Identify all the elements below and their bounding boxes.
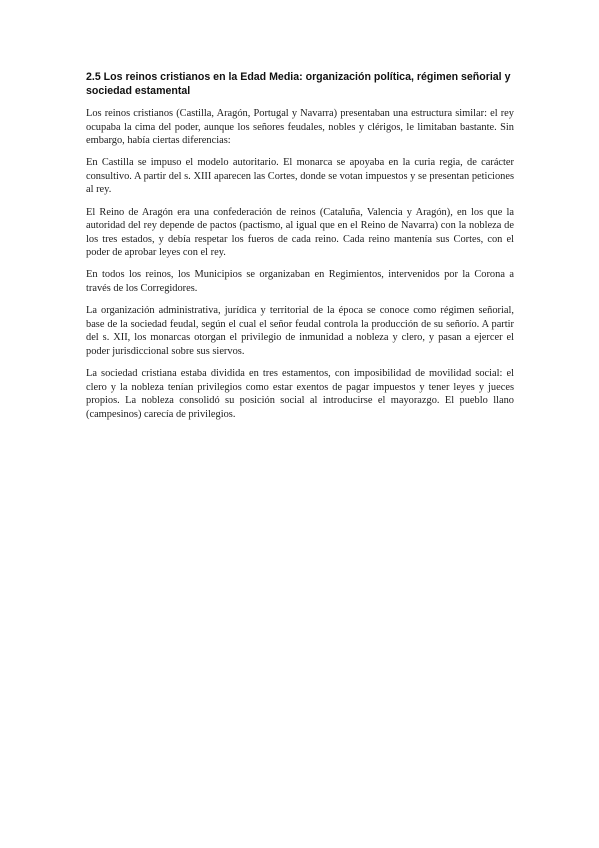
paragraph-municipios: En todos los reinos, los Municipios se organizaban en Regimientos, intervenidos por la Corona a través de los Corregidores. [86, 269, 514, 295]
section-heading: 2.5 Los reinos cristianos en la Edad Media: organización política, régimen señorial y sociedad estamental [86, 71, 511, 97]
paragraph-aragon: El Reino de Aragón era una confederación de reinos (Cataluña, Valencia y Aragón), en los que la autoridad del rey depende de pactos (pactismo, al igual que en el Reino de Navarra) con la nobleza de los tres estados, y debía respetar los fueros de cada reino. Cada reino mantenía sus Cortes, con el poder de aprobar leyes con el rey. [86, 206, 514, 259]
paragraph-sociedad-estamental: La sociedad cristiana estaba dividida en tres estamentos, con imposibilidad de movilidad social: el clero y la nobleza tenían privilegios como estar exentos de pagar impuestos y tener leyes y jueces propios. La nobleza consolidó su posición social al introducirse el mayorazgo. El pueblo llano (campesinos) carecía de privilegios. [86, 368, 514, 420]
paragraph-castilla: En Castilla se impuso el modelo autoritario. El monarca se apoyaba en la curia regia, de carácter consultivo. A partir del s. XIII aparecen las Cortes, donde se votan impuestos y se presentan peticiones al rey. [86, 157, 514, 196]
paragraph-intro: Los reinos cristianos (Castilla, Aragón, Portugal y Navarra) presentaban una estructura similar: el rey ocupaba la cima del poder, aunque los señores feudales, nobles y clérigos, le limitaban bastante. Sin embargo, había ciertas diferencias: [86, 108, 514, 147]
document-body [86, 70, 514, 430]
paragraph-regimen-senorial: La organización administrativa, jurídica y territorial de la época se conoce como régimen señorial, base de la sociedad feudal, según el cual el señor feudal controla la producción de su señorío. A partir del s. XII, los monarcas otorgan el privilegio de inmunidad a nobleza y clero, y pasan a ejercer el poder jurisdiccional sobre sus siervos. [86, 305, 514, 357]
